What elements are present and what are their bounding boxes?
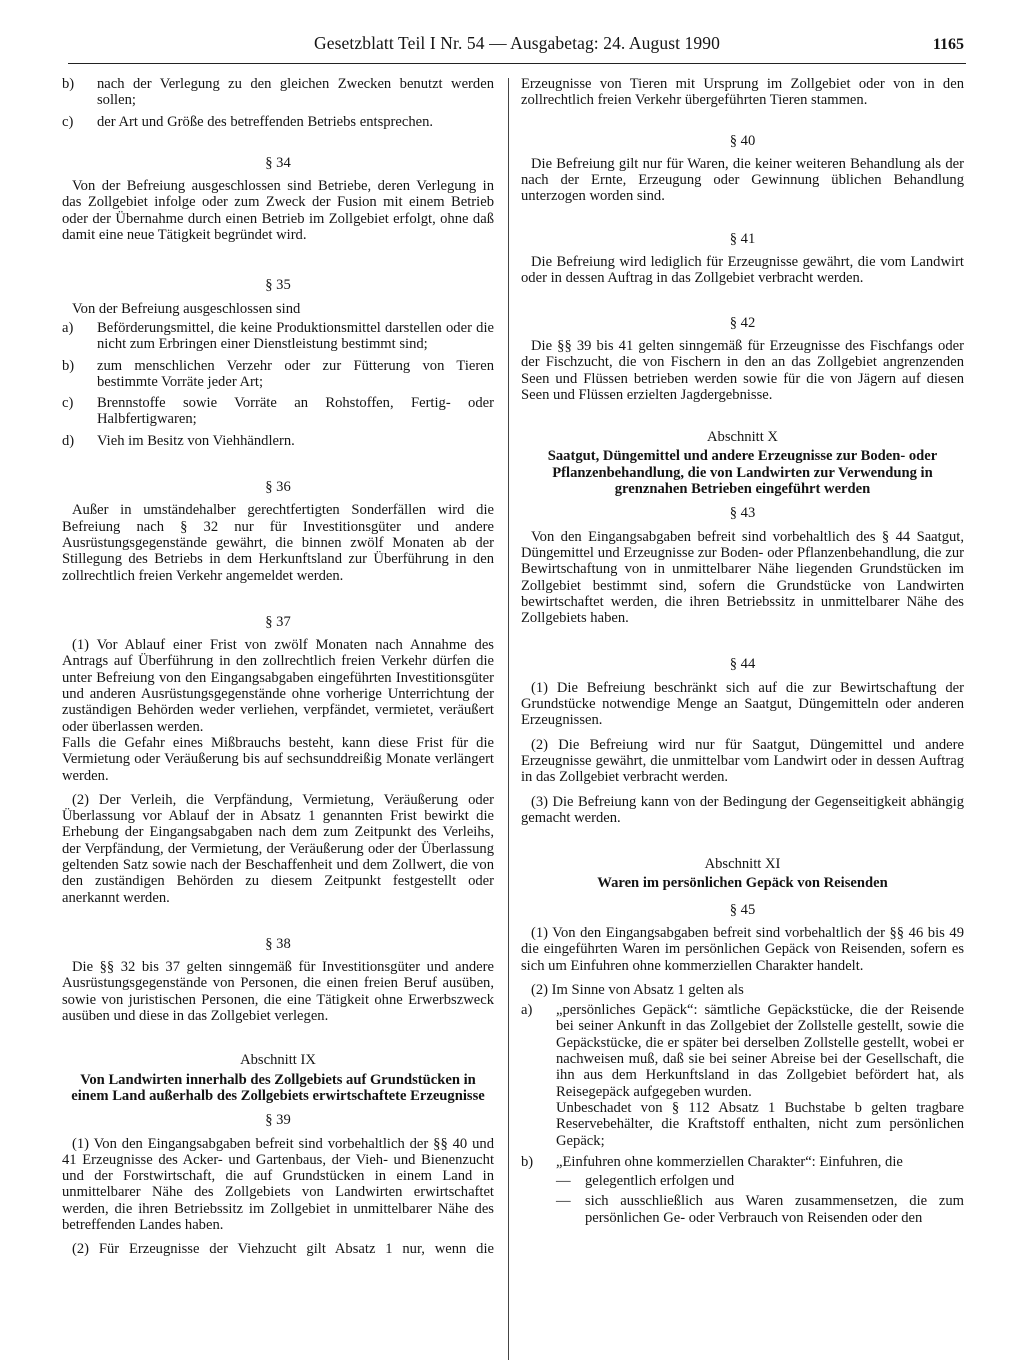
column-divider [508, 78, 509, 1360]
paragraph: (2) Die Befreiung wird nur für Saatgut, Düngemittel und andere Erzeugnisse gewährt, die unmittelbar vom Landwirt oder in dessen Auftrag in das Zollgebiet verbracht werden. [521, 736, 964, 786]
paragraph: Erzeugnisse von Tieren mit Ursprung im Zollgebiet oder von in den zollrechtlich freien Verkehr übergeführten Tieren stammen. [521, 76, 964, 109]
section-heading-37: § 37 [265, 613, 291, 630]
paragraph: Außer in umständehalber gerechtfertigten Sonderfällen wird die Befreiung nach § 32 nur für Investitionsgüter und andere Ausrüstungsgegenstände gewährt, die binnen zwölf Monaten ab der Stillegung des Betriebs in dem Herkunftsland zur Überführung in den zollrechtlich freien Verkehr angemeldet werden. [62, 502, 494, 584]
paragraph: (1) Vor Ablauf einer Frist von zwölf Monaten nach Annahme des Antrags auf Überführung in den zollrechtlich freien Verkehr dürfen die unter Befreiung von den Eingangsabgaben eingeführten Investitionsgüter und anderen Ausrüstungsgegenstände ohne vorherige Unterrichtung der zuständigen Behörden weder verliehen, verpfändet, vermietet, veräußert oder überlassen werden. [62, 637, 494, 735]
list-item [62, 433, 494, 449]
list-item [521, 1002, 964, 1149]
item-label: a) [521, 1002, 533, 1019]
item-text: Vieh im Besitz von Viehhändlern. [97, 432, 295, 449]
header-title: Gesetzblatt Teil I Nr. 54 — Ausgabetag: 24. August 1990 [314, 33, 720, 53]
paragraph: (2) Im Sinne von Absatz 1 gelten als [531, 981, 744, 998]
item-text: nach der Verlegung zu den gleichen Zwecken benutzt werden sollen; [97, 76, 494, 109]
abschnitt-label: Abschnitt XI [704, 856, 781, 873]
item-text-part: „Einfuhren ohne kommerziellen Charakter“: Einfuhren, die [556, 1153, 903, 1170]
item-text-part: „persönliches Gepäck“: sämtliche Gepäckstücke, die der Reisende bei seiner Ankunft in das Zollgebiet der Zollstelle gestellt, sowie die Gepäckstücke, die er später bei derselben Zollstelle gestellt, wobei er nachweisen muß, daß sie bei seiner Abreise bei der Gesellschaft, die ihn aus dem Herkunftsland in das Zollgebiet befördert hat, als Reisegepäck aufgegeben wurden. [556, 1002, 964, 1100]
list-item [521, 1154, 964, 1230]
paragraph: (1) Die Befreiung beschränkt sich auf die zur Bewirtschaftung der Grundstücke notwendige Menge an Saatgut, Düngemitteln oder anderen Erzeugnissen. [521, 679, 964, 729]
paragraph: Von der Befreiung ausgeschlossen sind [72, 300, 301, 317]
paragraph: (2) Für Erzeugnisse der Viehzucht gilt Absatz 1 nur, wenn die [72, 1241, 494, 1258]
section-heading-40: § 40 [729, 132, 756, 149]
dash-text: sich ausschließlich aus Waren zusammensetzen, die zum persönlichen Ge- oder Verbrauch von Reisenden oder den [585, 1193, 964, 1226]
paragraph: Falls die Gefahr eines Mißbrauchs besteht, kann diese Frist für die Vermietung oder Veräußerung bis auf sechsunddreißig Monate verlängert werden. [62, 734, 494, 784]
dash-item [556, 1173, 964, 1189]
item-text-part: Unbeschadet von § 112 Absatz 1 Buchstabe b gelten tragbare Reservebehälter, die Kraftstoff enthalten, nicht zum persönlichen Gepäck; [556, 1099, 964, 1149]
abschnitt-label: Abschnitt X [707, 429, 778, 446]
section-heading-45: § 45 [729, 901, 756, 918]
list-item [62, 114, 494, 130]
item-label: a) [62, 319, 74, 336]
abschnitt-title: Waren im persönlichen Gepäck von Reisenden [597, 875, 888, 892]
item-label: c) [62, 113, 74, 130]
item-text: Beförderungsmittel, die keine Produktionsmittel darstellen oder die nicht zum Erbringen einer Dienstleistung bestimmt sind; [97, 319, 494, 353]
item-text [556, 1002, 964, 1149]
item-label: b) [521, 1153, 534, 1170]
paragraph: Die §§ 39 bis 41 gelten sinngemäß für Erzeugnisse des Fischfangs oder der Fischzucht, die von Fischern in den an das Zollgebiet angrenzenden Seen und Flüssen betrieben werden sowie für die von Jägern auf diesen Seen und Flüssen erzielten Jagdergebnisse. [521, 337, 964, 403]
list-item [62, 395, 494, 428]
dash-text: gelegentlich erfolgen und [585, 1173, 735, 1190]
dash-mark: — [556, 1173, 571, 1190]
item-label: b) [62, 357, 75, 374]
right-column [521, 76, 964, 1233]
paragraph: Die Befreiung wird lediglich für Erzeugnisse gewährt, die vom Landwirt oder in dessen Auftrag in das Zollgebiet verbracht werden. [521, 254, 964, 287]
section-heading-39: § 39 [265, 1112, 291, 1129]
section-heading-36: § 36 [265, 479, 291, 496]
paragraph: (1) Von den Eingangsabgaben befreit sind vorbehaltlich der §§ 46 bis 49 die eingeführten Waren im persönlichen Gepäck von Reisenden, sofern es sich um Einfuhren ohne kommerziellen Charakter handelt. [521, 924, 964, 974]
section-heading-35: § 35 [265, 277, 291, 294]
abschnitt-label: Abschnitt IX [240, 1052, 316, 1069]
section-heading-44: § 44 [729, 656, 756, 673]
section-heading-41: § 41 [729, 230, 756, 247]
list-item [62, 76, 494, 109]
item-label: b) [62, 76, 75, 92]
paragraph: Die §§ 32 bis 37 gelten sinngemäß für Investitionsgüter und andere Ausrüstungsgegenstände von Personen, die einen freien Beruf ausüben, sowie von juristischen Personen, die eine Tätigkeit ohne Erwerbszweck ausüben und diese in das Zollgebiet verlegen. [62, 959, 494, 1025]
abschnitt-title: Von Landwirten innerhalb des Zollgebiets auf Grundstücken in einem Land außerhalb des Zollgebiets erwirtschaftete Erzeugnisse [71, 1071, 485, 1104]
paragraph: Von den Eingangsabgaben befreit sind vorbehaltlich des § 44 Saatgut, Düngemittel und Erzeugnisse zur Boden- oder Pflanzenbehandlung, die zur Bewirtschaftung von in unmittelbarer Nähe liegenden Grundstücken im Zollgebiet bestimmt sind, sofern die Grundstücke von Landwirten bewirtschaftet werden, die ihren Betriebssitz in unmittelbarer Nähe des Zollgebiets haben. [521, 528, 964, 627]
page-header [68, 33, 966, 64]
paragraph: (2) Der Verleih, die Verpfändung, Vermietung, Veräußerung oder Überlassung vor Ablauf der in Absatz 1 genannten Frist bewirkt die Erhebung der Eingangsabgaben nach dem zum Zeitpunkt des Verleihs, der Verpfändung, der Vermietung, der Veräußerung oder der Überlassung geltenden Satz sowie nach der Beschaffenheit und dem Zollwert, die von den zuständigen Behörden zu diesem Zeitpunkt festgestellt oder anerkannt werden. [62, 791, 494, 906]
page-number: 1165 [932, 36, 964, 53]
item-label: c) [62, 395, 74, 412]
item-label: d) [62, 432, 75, 449]
item-text [556, 1154, 964, 1230]
list-item [62, 358, 494, 391]
item-text: zum menschlichen Verzehr oder zur Fütterung von Tieren bestimmte Vorräte jeder Art; [97, 357, 494, 390]
paragraph: (3) Die Befreiung kann von der Bedingung der Gegenseitigkeit abhängig gemacht werden. [521, 793, 964, 826]
section-heading-43: § 43 [729, 505, 756, 522]
dash-mark: — [556, 1193, 571, 1210]
left-column [62, 76, 494, 1258]
paragraph: Von der Befreiung ausgeschlossen sind Betriebe, deren Verlegung in das Zollgebiet infolge oder zum Zweck der Fusion mit einem Betrieb oder der Übernahme durch einen Betrieb im Zollgebiet erfolgt, ohne daß damit eine neue Tätigkeit begründet wird. [62, 178, 494, 244]
list-item [62, 320, 494, 353]
item-text: der Art und Größe des betreffenden Betriebs entsprechen. [97, 113, 434, 130]
section-heading-38: § 38 [265, 935, 291, 952]
section-heading-34: § 34 [265, 154, 291, 171]
paragraph: (1) Von den Eingangsabgaben befreit sind vorbehaltlich der §§ 40 und 41 Erzeugnisse des Acker- und Gartenbaus, der Vieh- und Bienenzucht und der Forstwirtschaft, die auf Grundstücken in einem Land in unmittelbarer Nähe des Zollgebiets von Landwirten erwirtschaftet werden, die ihren Betriebssitz im Zollgebiet in unmittelbarer Nähe des betreffenden Landes haben. [62, 1135, 494, 1234]
section-heading-42: § 42 [729, 314, 756, 331]
abschnitt-title: Saatgut, Düngemittel und andere Erzeugnisse zur Boden- oder Pflanzenbehandlung, die von Landwirten zur Verwendung in grenznahen Betrieben eingeführt werden [547, 448, 938, 498]
paragraph: Die Befreiung gilt nur für Waren, die keiner weiteren Behandlung als der nach der Ernte, Erzeugung oder Gewinnung üblichen Behandlung unterzogen worden sind. [521, 155, 964, 205]
dash-item [556, 1193, 964, 1226]
item-text: Brennstoffe sowie Vorräte an Rohstoffen, Fertig- oder Halbfertigwaren; [97, 395, 494, 428]
